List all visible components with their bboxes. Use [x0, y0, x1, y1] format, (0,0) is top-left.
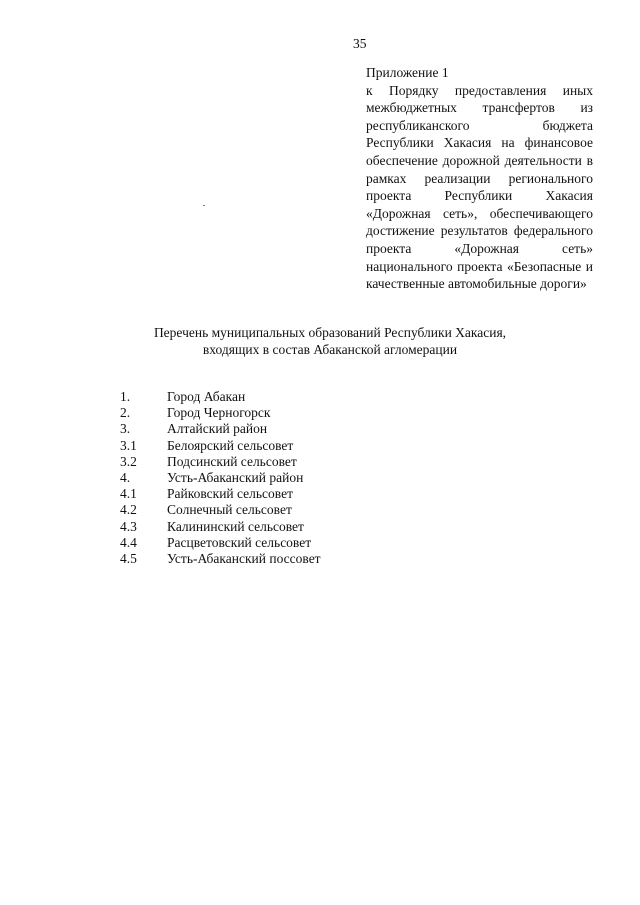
- municipality-list: [120, 389, 321, 567]
- list-item-name: Белоярский сельсовет: [167, 437, 294, 453]
- appendix-body: к Порядку предоставления иных межбюджетных трансфертов из республиканского бюджета Республики Хакасия на финансовое обеспечение дорожной деятельности в рамках реализации регионального проекта Республики Хакасия «Дорожная сеть», обеспечивающего достижение результатов федерального проекта «Дорожная сеть» национального проекта «Безопасные и качественные автомобильные дороги»: [366, 82, 593, 292]
- list-item-number: 4.: [120, 470, 131, 486]
- list-item-number: 4.2: [120, 502, 137, 518]
- list-item: [120, 438, 321, 454]
- list-item-name: Усть-Абаканский район: [167, 470, 304, 486]
- page-number: 35: [353, 36, 367, 51]
- list-heading-line-2: входящих в состав Абаканской агломерации: [202, 342, 458, 357]
- list-item-name: Алтайский район: [167, 421, 268, 437]
- list-item: [120, 470, 321, 486]
- list-item: [120, 421, 321, 437]
- list-heading: [100, 324, 560, 358]
- list-heading-line-1: Перечень муниципальных образований Республики Хакасия,: [153, 325, 507, 340]
- list-item: [120, 519, 321, 535]
- list-item-number: 3.: [120, 421, 131, 437]
- list-item-name: Город Черногорск: [167, 405, 271, 421]
- list-item-name: Подсинский сельсовет: [167, 453, 297, 469]
- list-item-number: 4.3: [120, 518, 137, 534]
- list-item-name: Калининский сельсовет: [167, 518, 304, 534]
- appendix-title: Приложение 1: [366, 65, 449, 80]
- list-item-number: 4.5: [120, 551, 137, 567]
- list-item-number: 4.4: [120, 534, 137, 550]
- list-item: [120, 535, 321, 551]
- list-item-name: Райковский сельсовет: [167, 486, 293, 502]
- list-item-number: 2.: [120, 405, 131, 421]
- list-item: [120, 454, 321, 470]
- list-item-name: Солнечный сельсовет: [167, 502, 292, 518]
- list-item-name: Город Абакан: [167, 389, 246, 404]
- scan-speck: [203, 205, 205, 206]
- list-item: [120, 486, 321, 502]
- list-item-number: 3.1: [120, 437, 137, 453]
- list-item-name: Расцветовский сельсовет: [167, 534, 312, 550]
- list-item-number: 1.: [120, 389, 131, 404]
- list-item-number: 3.2: [120, 453, 137, 469]
- list-item: [120, 551, 321, 567]
- list-item: [120, 502, 321, 518]
- list-item-number: 4.1: [120, 486, 137, 502]
- list-item-name: Усть-Абаканский поссовет: [167, 551, 321, 567]
- list-item: [120, 389, 321, 405]
- list-item: [120, 405, 321, 421]
- appendix-block: [366, 64, 593, 293]
